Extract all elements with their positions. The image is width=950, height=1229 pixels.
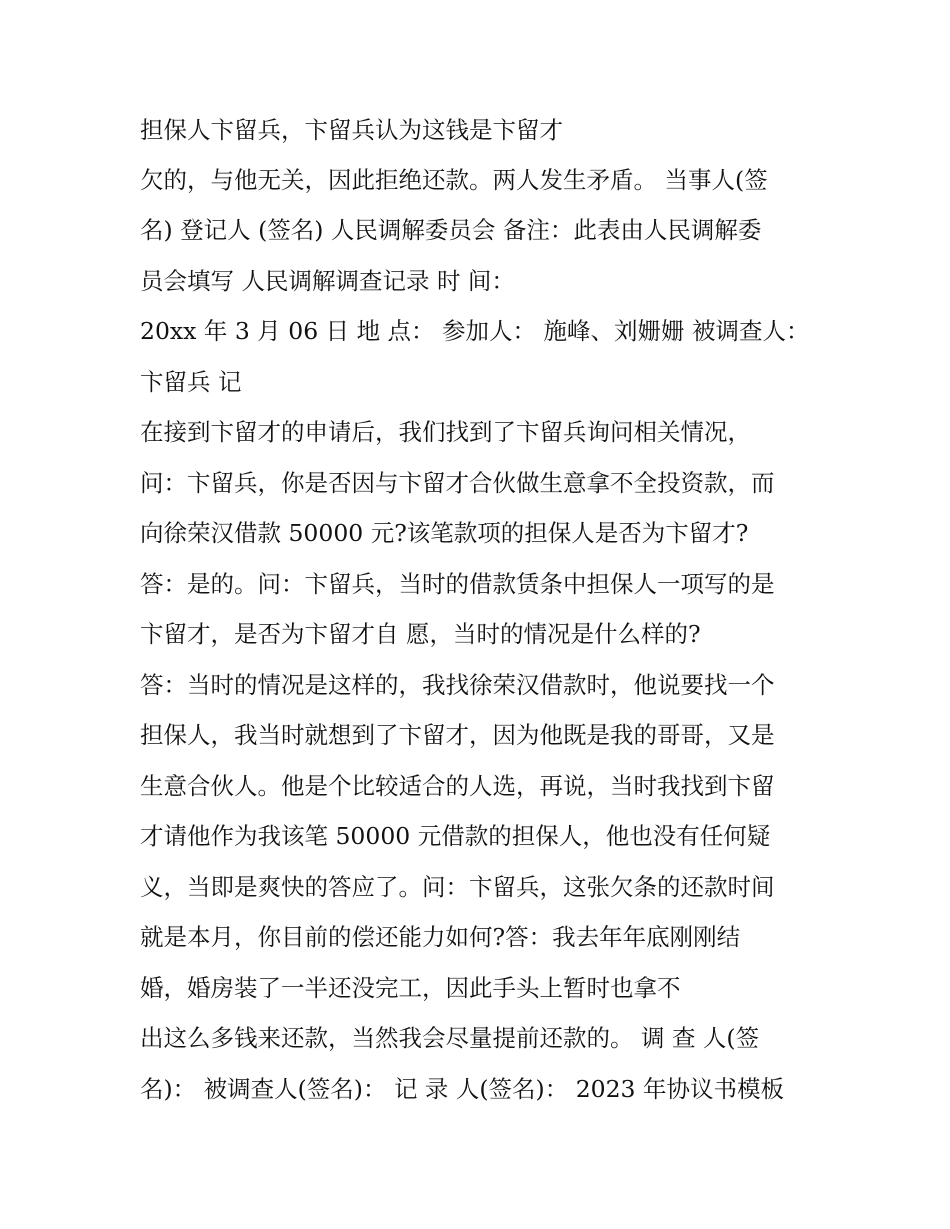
text-line: 20xx 年 3 月 06 日 地 点： 参加人： 施峰、刘姗姗 被调查人： [140,317,810,345]
text-line: 卞留才，是否为卞留才自 愿，当时的情况是什么样的? [140,620,701,648]
text-line: 出这么多钱来还款，当然我会尽量提前还款的。 调 查 人(签 [140,1024,760,1052]
text-line: 才请他作为我该笔 50000 元借款的担保人，他也没有任何疑 [140,822,771,850]
text-line: 担保人，我当时就想到了卞留才，因为他既是我的哥哥，又是 [140,721,775,749]
text-line: 问：卞留兵，你是否因与卞留才合伙做生意拿不全投资款，而 [140,469,775,497]
text-line: 向徐荣汉借款 50000 元?该笔款项的担保人是否为卞留才? [140,519,749,547]
text-line: 卞留兵 记 [140,368,242,396]
text-line: 答：当时的情况是这样的，我找徐荣汉借款时，他说要找一个 [140,671,775,699]
text-line: 在接到卞留才的申请后，我们找到了卞留兵询问相关情况， [140,418,751,446]
text-line: 婚，婚房装了一半还没完工，因此手头上暂时也拿不 [140,974,681,1002]
text-line: 就是本月，你目前的偿还能力如何?答：我去年年底刚刚结 [140,923,741,951]
text-line: 名) 登记人 (签名) 人民调解委员会 备注：此表由人民调解委 [140,216,762,244]
text-line: 担保人卞留兵，卞留兵认为这钱是卞留才 [140,116,563,144]
text-line: 员会填写 人民调解调查记录 时 间： [140,267,515,295]
text-line: 答：是的。问：卞留兵，当时的借款赁条中担保人一项写的是 [140,570,775,598]
text-line: 欠的，与他无关，因此拒绝还款。两人发生矛盾。 当事人(签 [140,166,768,194]
text-line: 生意合伙人。他是个比较适合的人选，再说，当时我找到卞留 [140,772,775,800]
text-line: 义，当即是爽快的答应了。问：卞留兵，这张欠条的还款时间 [140,873,775,901]
text-line: 名)： 被调查人(签名)： 记 录 人(签名)： 2023 年协议书模板 [140,1075,784,1103]
